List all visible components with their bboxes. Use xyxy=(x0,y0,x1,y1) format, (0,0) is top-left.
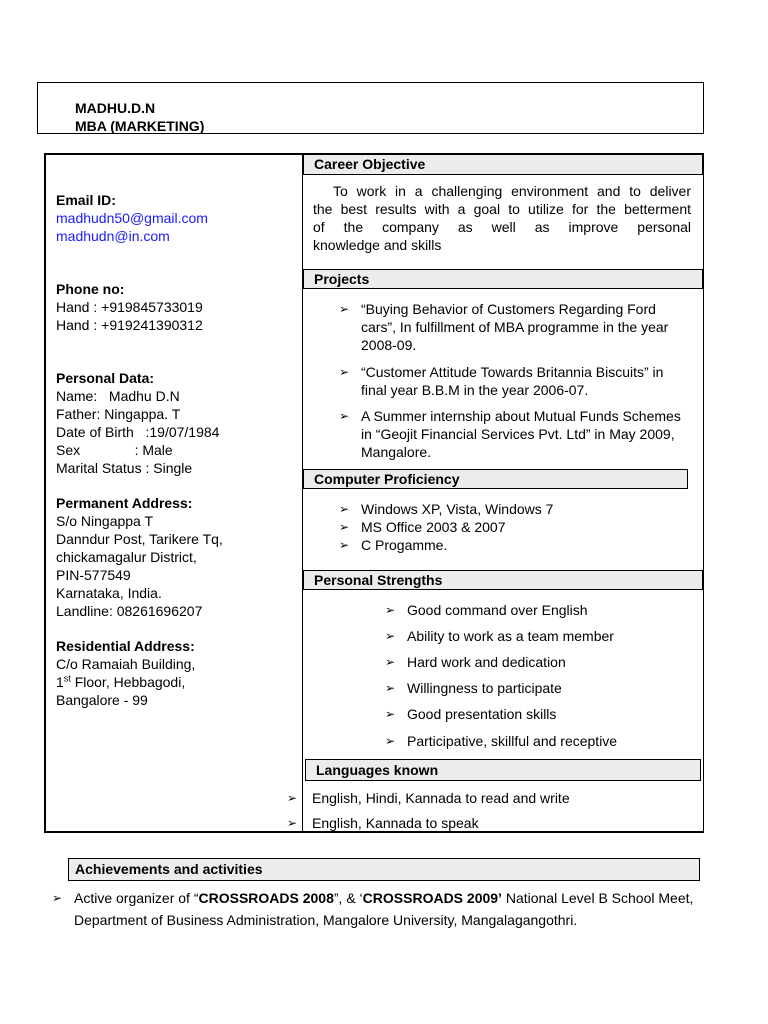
phone-label: Phone no: xyxy=(56,281,125,297)
strength-item: ➢ Participative, skillful and receptive xyxy=(385,733,618,749)
bullet-arrow-icon: ➢ xyxy=(339,502,350,516)
personal-data-label: Personal Data: xyxy=(56,370,155,386)
bullet-arrow-icon: ➢ xyxy=(287,816,298,830)
computer-proficiency-heading: Computer Proficiency xyxy=(303,469,688,489)
strength-item: ➢ Good presentation skills xyxy=(385,706,557,722)
achievement-text: Active organizer of “CROSSROADS 2008”, & ‘CROSSROADS 2009’ National Level B School Meet, Department of Business Administration, Mangalore University, Mangalagangothri. xyxy=(74,890,694,928)
event-name-2008: CROSSROADS 2008 xyxy=(198,890,334,906)
strength-item: ➢ Ability to work as a team member xyxy=(385,628,614,644)
residential-address-line: Bangalore - 99 xyxy=(56,692,148,708)
bullet-arrow-icon: ➢ xyxy=(385,655,396,669)
bullet-arrow-icon: ➢ xyxy=(52,891,63,905)
project-item: ➢ “Customer Attitude Towards Britannia Biscuits” in final year B.B.M in the year 2006-07. xyxy=(339,364,664,398)
bullet-arrow-icon: ➢ xyxy=(385,603,396,617)
computer-item: ➢ Windows XP, Vista, Windows 7 xyxy=(339,501,554,517)
bullet-arrow-icon: ➢ xyxy=(385,707,396,721)
bullet-arrow-icon: ➢ xyxy=(385,629,396,643)
candidate-name: MADHU.D.N xyxy=(75,100,156,116)
strength-item: ➢ Hard work and dedication xyxy=(385,654,566,670)
objective-line: knowledge and skills xyxy=(313,237,442,253)
floor-number: 1 xyxy=(56,674,64,690)
personal-dob: Date of Birth :19/07/1984 xyxy=(56,424,220,440)
personal-sex: Sex : Male xyxy=(56,442,173,458)
bullet-arrow-icon: ➢ xyxy=(339,409,350,423)
email-link-1[interactable]: madhudn50@gmail.com xyxy=(56,210,208,226)
projects-heading: Projects xyxy=(303,269,703,289)
permanent-address-line: Danndur Post, Tarikere Tq, xyxy=(56,531,223,547)
personal-father: Father: Ningappa. T xyxy=(56,406,181,422)
language-item: ➢ English, Kannada to speak xyxy=(287,815,479,831)
right-column xyxy=(303,155,703,831)
achievement-item xyxy=(52,887,702,931)
phone-1: Hand : +919845733019 xyxy=(56,299,203,315)
objective-line: the best results with a goal to utilize for the betterment xyxy=(313,201,691,217)
computer-item: ➢ C Progamme. xyxy=(339,537,448,553)
permanent-address-label: Permanent Address: xyxy=(56,495,193,511)
email-label: Email ID: xyxy=(56,192,116,208)
phone-2: Hand : +919241390312 xyxy=(56,317,203,333)
objective-line: To work in a challenging environment and to deliver xyxy=(333,183,691,199)
residential-address-line xyxy=(56,673,185,691)
resume-table xyxy=(44,153,704,833)
landline: Landline: 08261696207 xyxy=(56,603,203,619)
bullet-arrow-icon: ➢ xyxy=(385,681,396,695)
bullet-arrow-icon: ➢ xyxy=(339,302,350,316)
floor-rest: Floor, Hebbagodi, xyxy=(70,674,186,690)
permanent-address-line: S/o Ningappa T xyxy=(56,513,154,529)
bullet-arrow-icon: ➢ xyxy=(339,520,350,534)
project-item: ➢ A Summer internship about Mutual Funds Schemes in “Geojit Financial Services Pvt. Ltd” in May 2009, Mangalore. xyxy=(339,408,681,460)
residential-address-label: Residential Address: xyxy=(56,638,195,654)
candidate-degree: MBA (MARKETING) xyxy=(75,118,205,134)
career-objective-heading: Career Objective xyxy=(303,155,703,175)
personal-name: Name: Madhu D.N xyxy=(56,388,180,404)
permanent-address-line: PIN-577549 xyxy=(56,567,131,583)
bullet-arrow-icon: ➢ xyxy=(385,734,396,748)
achievements-heading: Achievements and activities xyxy=(68,858,700,881)
personal-strengths-heading: Personal Strengths xyxy=(303,570,703,590)
strength-item: ➢ Good command over English xyxy=(385,602,588,618)
email-link-2[interactable]: madhudn@in.com xyxy=(56,228,170,244)
residential-address-line: C/o Ramaiah Building, xyxy=(56,656,196,672)
computer-item: ➢ MS Office 2003 & 2007 xyxy=(339,519,506,535)
bullet-arrow-icon: ➢ xyxy=(339,538,350,552)
bullet-arrow-icon: ➢ xyxy=(339,365,350,379)
objective-line: of the company as well as improve personal xyxy=(313,219,691,235)
event-name-2009: CROSSROADS 2009’ xyxy=(362,890,502,906)
languages-heading: Languages known xyxy=(305,759,701,781)
personal-marital: Marital Status : Single xyxy=(56,460,193,476)
resume-header xyxy=(37,82,704,134)
strength-item: ➢ Willingness to participate xyxy=(385,680,562,696)
permanent-address-line: Karnataka, India. xyxy=(56,585,162,601)
permanent-address-line: chickamagalur District, xyxy=(56,549,197,565)
language-item: ➢ English, Hindi, Kannada to read and write xyxy=(287,790,570,806)
career-objective-text xyxy=(313,182,691,254)
floor-suffix: st xyxy=(63,673,71,684)
bullet-arrow-icon: ➢ xyxy=(287,791,298,805)
project-item: ➢ “Buying Behavior of Customers Regarding Ford cars”, In fulfillment of MBA programme in the year 2008-09. xyxy=(339,301,669,353)
